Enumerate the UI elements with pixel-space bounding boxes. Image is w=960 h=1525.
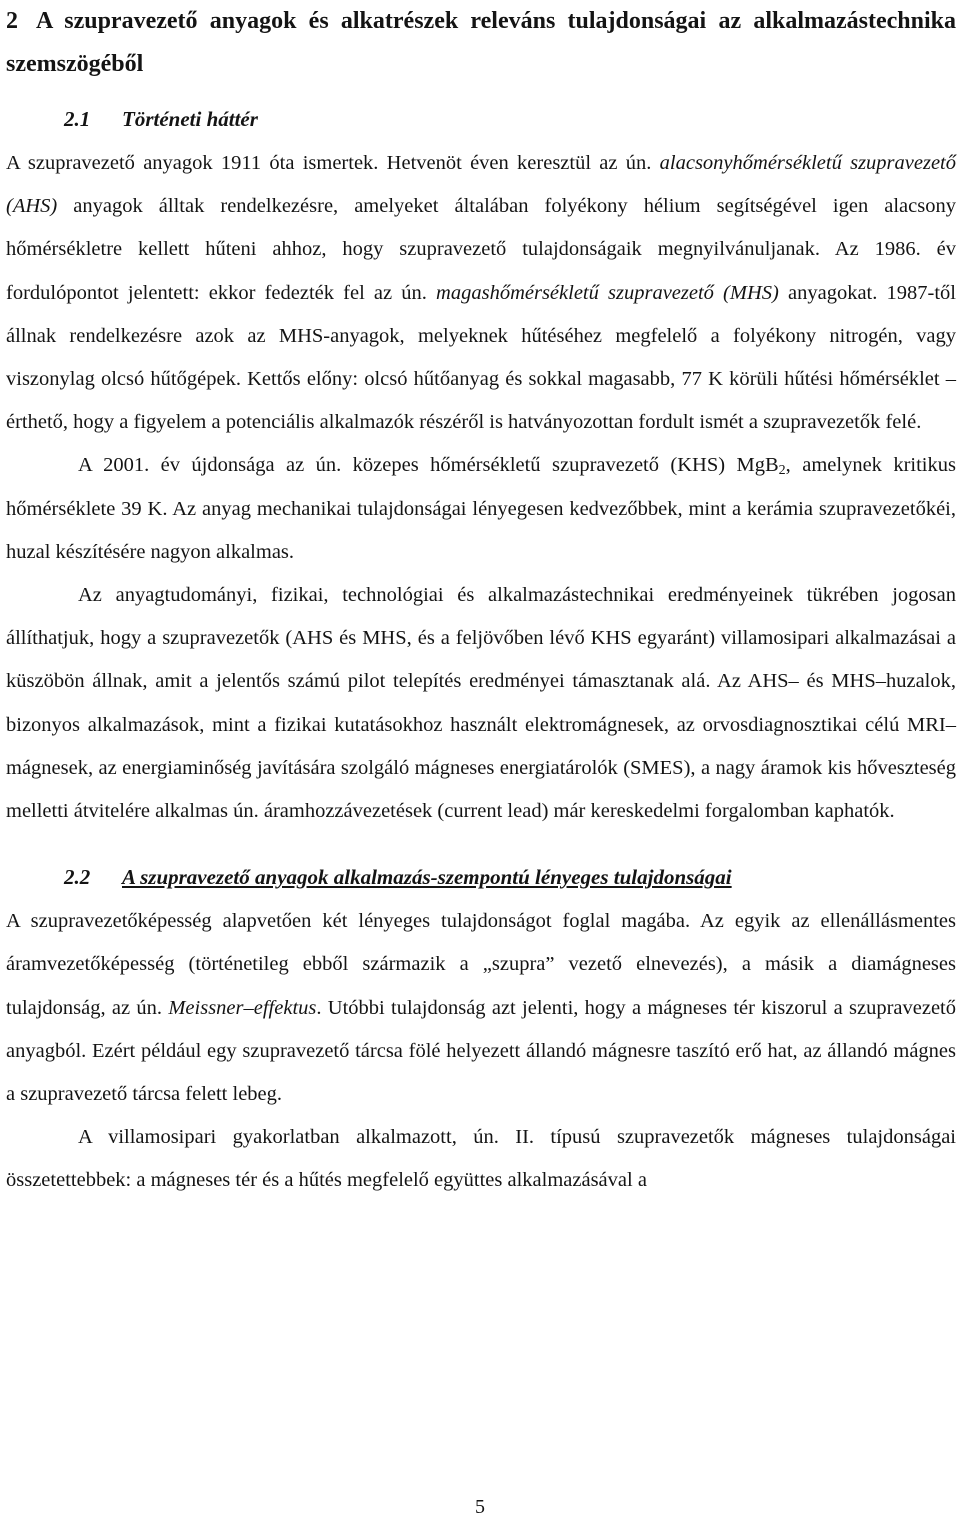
text-run: A szupravezető anyagok 1911 óta ismertek. Hetvenöt éven keresztül az ún. bbox=[6, 152, 660, 174]
text-run: anyagokat. 1987-től állnak rendelkezésre azok az MHS-anyagok, melyeknek hűtéséhez megfelelő a folyékony nitrogén, vagy viszonylag olcsó hűtőgépek. Kettős előny: olcsó hűtőanyag és sokkal magasabb, 77 K körüli hűtési hőmérséklet – érthető, hogy a figyelem a potenciális alkalmazók részéről is hatványozottan fordult ismét a szupravezetők felé. bbox=[6, 281, 956, 434]
paragraph-history bbox=[6, 142, 956, 444]
paragraph-type-ii: A villamosipari gyakorlatban alkalmazott, ún. II. típusú szupravezetők mágneses tulajdonságai összetettebbek: a mágneses tér és a hűtés megfelelő együttes alkalmazásával a bbox=[6, 1126, 956, 1192]
term-ahs: alacsonyhőmérsékletű szupravezető (AHS) bbox=[6, 152, 956, 218]
paragraph-khs bbox=[6, 444, 956, 574]
paragraph-applications: Az anyagtudományi, fizikai, technológiai és alkalmazástechnikai eredményeinek tükrében jogosan állíthatjuk, hogy a szupravezetők (AHS és MHS, és a feljövőben lévő KHS egyaránt) villamosipari alkalmazásai a küszöbön állnak, amit a jelentős számú pilot telepítés eredményei támasztanak alá. Az AHS– és MHS–huzalok, bizonyos alkalmazások, mint a fizikai kutatásokhoz használt elektromágnesek, az orvosdiagnosztikai célú MRI– mágnesek, az energiaminőség javítására szolgáló mágneses energiatárolók (SMES), a nagy áramok kis hőveszteség melletti átvitelére alkalmas ún. áramhozzávezetések (current lead) már kereskedelmi forgalomban kaphatók. bbox=[6, 584, 956, 823]
chapter-number: 2 bbox=[6, 8, 18, 34]
text-run: A szupravezetőképesség alapvetően két lényeges tulajdonságot foglal magába. Az egyik az ellenállásmentes áramvezetőképesség (történetileg ebből származik a „szupra” vezető elnevezés), a másik a diamágneses tulajdonság, az ún. bbox=[6, 910, 956, 1019]
text-run: . Utóbbi tulajdonság azt jelenti, hogy a mágneses tér kiszorul a szupravezető anyagból. Ezért például egy szupravezető tárcsa fölé helyezett állandó mágnesre taszító erő hat, az állandó mágnes a szupravezető tárcsa felett lebeg. bbox=[6, 996, 957, 1106]
text-run: , amelynek kritikus hőmérséklete 39 K. Az anyag mechanikai tulajdonságai lényegesen kedvezőbbek, mint a kerámia szupravezetőkéi, huzal készítésére nagyon alkalmas. bbox=[6, 454, 956, 563]
chapter-heading bbox=[6, 0, 956, 86]
section-number: 2.1 bbox=[64, 107, 91, 131]
term-meissner: Meissner–effektus bbox=[168, 996, 317, 1019]
text-run: A 2001. év újdonsága az ún. közepes hőmérsékletű szupravezető (KHS) MgB bbox=[78, 454, 779, 477]
section-heading-2-2 bbox=[6, 863, 956, 891]
section-heading-2-1 bbox=[6, 105, 956, 133]
text-run: anyagok álltak rendelkezésre, amelyeket általában folyékony hélium segítségével igen alacsony hőmérsékletre kellett hűteni ahhoz, hogy szupravezető tulajdonságaik megnyilvánuljanak. Az 1986. év fordulópontot jelentett: ekkor fedezték fel az ún. bbox=[6, 195, 956, 304]
section-title: A szupravezető anyagok alkalmazás-szempontú lényeges tulajdonságai bbox=[122, 865, 732, 890]
chapter-title: A szupravezető anyagok és alkatrészek releváns tulajdonságai az alkalmazástechnika szemszögéből bbox=[6, 8, 956, 77]
document-page bbox=[6, 0, 956, 1203]
term-mhs: magashőmérsékletű szupravezető (MHS) bbox=[436, 281, 779, 304]
paragraph-properties bbox=[6, 900, 956, 1116]
section-title: Történeti háttér bbox=[122, 107, 258, 131]
subscript: 2 bbox=[778, 463, 786, 479]
page-number: 5 bbox=[475, 1496, 485, 1518]
section-number: 2.2 bbox=[64, 865, 91, 890]
